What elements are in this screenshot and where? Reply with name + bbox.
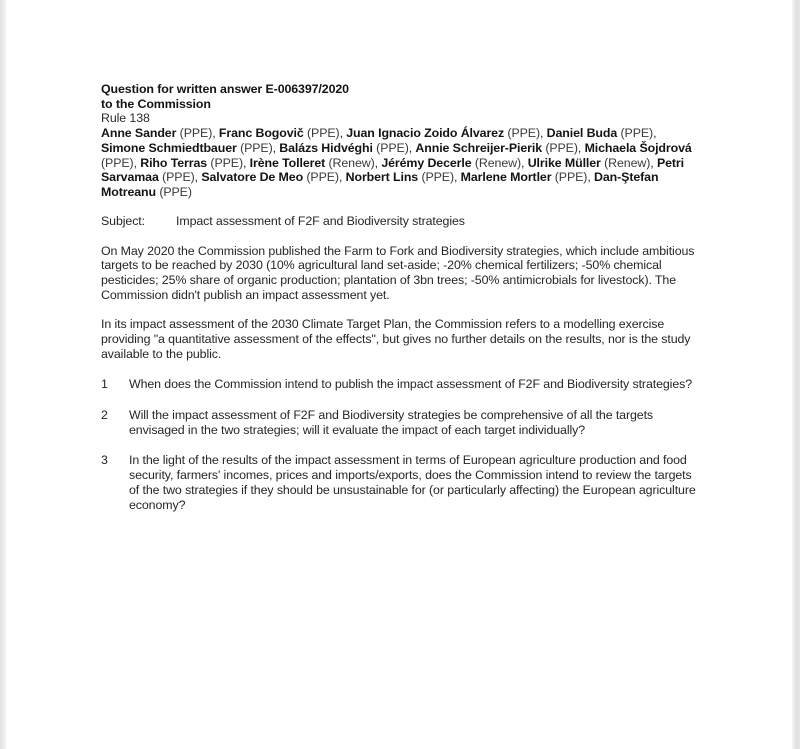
- rule-number: Rule 138: [101, 111, 150, 126]
- author-name: Franc Bogovič: [218, 126, 304, 141]
- author-group: (PPE): [179, 126, 213, 141]
- author-group: (PPE): [240, 140, 273, 155]
- author-group: (PPE): [421, 170, 454, 185]
- author-name: Juan Ignacio Zoido Álvarez: [346, 126, 505, 141]
- author-name: Irène Tolleret: [249, 155, 326, 170]
- author-name: Daniel Buda: [546, 126, 618, 141]
- author-name: Jérémy Decerle: [381, 155, 472, 170]
- author-name: Simone Schmiedtbauer: [101, 140, 237, 155]
- author-name: Ulrike Müller: [527, 155, 601, 170]
- document-heading: Question for written answer E-006397/2020: [101, 82, 349, 96]
- author-name: Salvatore De Meo: [201, 170, 304, 185]
- author-group: (PPE): [159, 184, 192, 199]
- author-group: (PPE): [376, 140, 409, 155]
- author-name: Balázs Hidvéghi: [279, 140, 373, 155]
- author-group: (PPE): [162, 170, 195, 185]
- author-name: Petri Sarvamaa: [101, 155, 684, 185]
- author-list: Anne Sander (PPE), Franc Bogovič (PPE), Juan Ignacio Zoido Álvarez (PPE), Daniel Buda (PPE), Simone Schmiedtbauer (PPE), Balázs Hidvéghi (PPE), Annie Schreijer-Pierik (PPE), Michaela Šojdrová (PPE), Riho Terras (PPE), Irène Tolleret (Renew), Jérémy Decerle (Renew), Ulrike Müller (Renew), Petri Sarvamaa (PPE), Salvatore De Meo (PPE), Norbert Lins (PPE), Marlene Mortler (PPE), Dan-Ştefan Motreanu (PPE): [101, 126, 692, 199]
- question-item: [101, 408, 701, 437]
- author-group: (Renew): [328, 155, 375, 170]
- author-name: Annie Schreijer-Pierik: [415, 140, 542, 155]
- question-text: In the light of the results of the impact assessment in terms of European agriculture production and food security, farmers' incomes, prices and imports/exports, does the Commission intend to review the targets of the two strategies if they should be unsustainable for (or particularly affecting) the European agriculture economy?: [129, 453, 696, 512]
- author-group: (Renew): [474, 155, 522, 170]
- author-group: (Renew): [604, 155, 651, 170]
- paragraph: In its impact assessment of the 2030 Climate Target Plan, the Commission refers to a modelling exercise providing "a quantitative assessment of the effects", but gives no further details on the results, nor is the study available to the public.: [101, 317, 691, 361]
- author-group: (PPE): [620, 126, 654, 141]
- author-group: (PPE): [306, 170, 339, 185]
- subject-line: [101, 214, 701, 229]
- author-name: Marlene Mortler: [460, 170, 552, 185]
- question-number: 2: [101, 408, 108, 423]
- author-name: Michaela Šojdrová: [584, 140, 692, 155]
- question-number: 3: [101, 453, 108, 468]
- question-number: 1: [101, 377, 108, 392]
- subject-text: Impact assessment of F2F and Biodiversity strategies: [176, 214, 465, 229]
- author-name: Riho Terras: [140, 155, 208, 170]
- question-text: Will the impact assessment of F2F and Biodiversity strategies be comprehensive of all the targets envisaged in the two strategies; will it evaluate the impact of each target individually?: [129, 408, 654, 437]
- author-group: (PPE): [554, 170, 588, 185]
- question-item: [101, 377, 701, 392]
- question-text: When does the Commission intend to publish the impact assessment of F2F and Biodiversity strategies?: [129, 377, 693, 392]
- author-group: (PPE): [307, 126, 340, 141]
- author-name: Norbert Lins: [345, 170, 419, 185]
- author-group: (PPE): [507, 126, 540, 141]
- document-page: [101, 82, 701, 512]
- subject-label: Subject:: [101, 214, 145, 229]
- question-item: [101, 453, 701, 512]
- paragraph: On May 2020 the Commission published the Farm to Fork and Biodiversity strategies, which include ambitious targets to be reached by 2030 (10% agricultural land set-aside; -20% chemical fertilizers; -50% chemical pesticides; 25% share of organic production; plantation of 3bn trees; -50% antimicrobials for livestock). The Commission didn't publish an impact assessment yet.: [101, 243, 695, 302]
- author-group: (PPE): [210, 155, 243, 170]
- document-addressee: to the Commission: [101, 96, 211, 111]
- author-name: Anne Sander: [101, 126, 177, 141]
- right-frame-edge: [792, 0, 800, 749]
- author-group: (PPE): [101, 155, 134, 170]
- author-group: (PPE): [545, 140, 578, 155]
- left-frame-edge: [0, 0, 6, 749]
- author-name: Dan-Ştefan Motreanu: [101, 170, 659, 199]
